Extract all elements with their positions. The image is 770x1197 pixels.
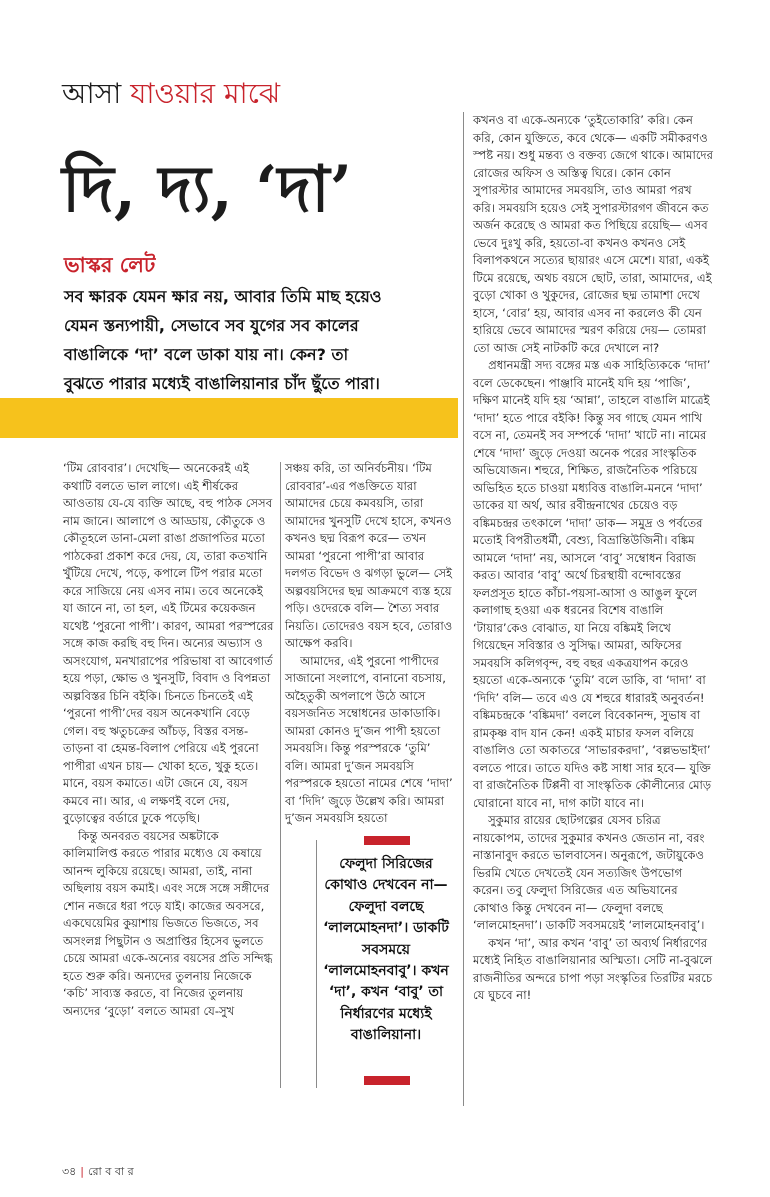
pullquote-bar-bottom — [364, 1076, 410, 1085]
page-footer: ৩৪ | রো ব বা র — [62, 1165, 134, 1178]
paragraph: সুকুমার রায়ের ছোটগল্পের যেসব চরিত্র নায়কোপম, তাদের সুকুমার কখনও জেতান না, বরং নাস্তানাবুদ করতে ভালবাসেন। অনুরূপে, জটায়ুকেও ভিরমি খেতে দেখতেই যেন সত্যজিৎ উপভোগ করেন। তবু ফেলুদা সিরিজের এত অভিযানের কোথাও কিন্তু দেখবেন না— ফেলুদা বলছে ‘লালমোহনদা’। ডাকটি সবসময়েই ‘লালমোহনবাবু’। — [473, 813, 705, 932]
intro-line: যেমন স্তন্যপায়ী, সেভাবে সব যুগের সব কালের — [64, 316, 359, 335]
article-headline: দি, দ্য, ‘দা’ — [62, 152, 352, 227]
body-column-2 — [285, 460, 455, 828]
paragraph: প্রধানমন্ত্রী সদ্য বঙ্গের মস্ত এক সাহিত্যিককে ‘দাদা’ বলে ডেকেছেন। পাঞ্জাবি মানেই যদি হয় ‘পাজি’, দক্ষিণ মানেই যদি হয় ‘আন্না’, তাহলে বাঙালি মাত্রেই ‘দাদা’ হতে পারে বইকি! কিন্তু সব গাছে যেমন পাখি বসে না, তেমনই সব সম্পর্কে ‘দাদা’ খাটে না। নামের শেষে ‘দাদা’ জুড়ে দেওয়া অনেক পরের সাংস্কৃতিক অভিযোজন। শহুরে, শিক্ষিত, রাজনৈতিক পরিচয়ে অভিহিত হতে চাওয়া মধ্যবিত্ত বাঙালি-মননে ‘দাদা’ ডাকের যা অর্থ, আর রবীন্দ্রনাথের চেয়েও বড় বঙ্কিমচন্দ্রর তৎকালে ‘দাদা’ ডাক— সমুদ্র ও পর্বতের মতোই বিপরীতধর্মী, বেশ্যু, বিভ্রান্তিউজিনী। বঙ্কিম আমলে ‘দাদা’ নয়, আসলে ‘বাবু’ সম্বোধন বিরাজ করত। আবার ‘বাবু’ অর্থে চিরস্থায়ী বন্দোবস্তের ফলপ্রসূত হাতে কাঁচা-পয়সা-আসা ও আঙুল ফুলে কলাগাছ হওয়া এক ধরনের বিশেষ বাঙালি ‘টায়ার’কেও বোঝাত, যা নিয়ে বঙ্কিমই লিখে গিয়েছেন সবিস্তার ও সুসিদ্ধ। আমরা, অফিসের সমবয়সি কলিগবৃন্দ, বহু বছর একত্রযাপন করেও হয়তো একে-অন্যকে ‘তুমি’ বলে ডাকি, বা ‘দাদা’ বা ‘দিদি’ বলি— তবে এও যে শহুরে ধারারই অনুবর্তন! বঙ্কিমচন্দ্রকে ‘বঙ্কিমদা’ বললে বিবেকানন্দ, সুভাষ বা রামকৃষ্ণ বাদ যান কেন! একই মাচার ফসল বলিয়ে বাঙালিও তো অকাতরে ‘সাভারকরদা’, ‘বল্লভভাইদা’ বলতে পারে। তাতে যদিও কষ্ট সাধা সার হবে— যুক্তি বা রাজনৈতিক টিপ্পনী বা সাংস্কৃতিক কৌলীন্যের মোড় ঘোরানো যাবে না, দাগ কাটা যাবে না। — [473, 358, 712, 810]
intro-line: বাঙালিকে ‘দা’ বলে ডাকা যায় না। কেন? তা — [64, 345, 349, 364]
paragraph: সঞ্চয় করি, তা অনির্বচনীয়। ‘টিম রোববার’-এর পঙক্তিতে যারা আমাদের চেয়ে কমবয়সি, তারা আমাদের খুনসুটি দেখে হাসে, কখনও কখনও ছদ্ম বিরূপ করে— তখন আমরা ‘পুরনো পাপী’রা আবার দলগত বিভেদ ও ঝগড়া ভুলে— সেই অল্পবয়সিদের ছদ্ম আক্রমণে ব্যস্ত হয়ে পড়ি। ওদেরকে বলি— শৈত্য সবার নিয়তি। তোদেরও বয়স হবে, তোরাও আক্ষেপ করবি। — [285, 461, 453, 650]
paragraph: কিন্তু অনবরত বয়সের অঙ্কটাকে কালিমালিপ্ত করতে পারার মধ্যেও যে কষায়ে আনন্দ লুকিয়ে রয়েছে। আমরা, তাই, নানা অছিলায় বয়স কমাই। এবং সঙ্গে সঙ্গে সঙ্গীদের শোন নজরে ধরা পড়ে যাই। কাজের অবসরে, একঘেয়েমির কুয়াশায় ভিজতে ভিজতে, সব অসংলগ্ন পিছুটান ও অপ্রাপ্তির হিসেব ভুলতে চেয়ে আমরা একে-অন্যের বয়সের প্রতি সন্দিগ্ধ হতে শুরু করি। অন্যদের তুলনায় নিজেকে ‘কচি’ সাব্যস্ত করতে, বা নিজের তুলনায় অন্যদের ‘বুড়ো’ বলতে আমরা যে-সুখ — [63, 828, 273, 1018]
kicker-part-2: যাওয়ার মাঝে — [130, 77, 281, 110]
page-number: ৩৪ — [62, 1165, 77, 1178]
pullquote: ফেলুদা সিরিজের কোথাও দেখবেন না— ফেলুদা বলছে ‘লালমোহনদা’। ডাকটি সবসময়ে ‘লালমোহনবাবু’। কখন ‘দা’, কখন ‘বাবু’ তা নির্ধারণের মধ্যেই বাঙালিয়ানা। — [323, 856, 449, 1044]
intro-standfirst — [64, 282, 464, 398]
paragraph: কখনও বা একে-অন্যকে ‘তুইতোকারি’ করি। কেন করি, কোন যুক্তিতে, কবে থেকে— একটি সমীকরণও স্পষ্ট নয়। শুধু মন্তব্য ও বক্তব্য জেগে থাকে। আমাদের রোজের অফিস ও অস্তিত্ব ঘিরে। কোন কোন সুপারস্টার আমাদের সমবয়সি, তাও আমরা পরখ করি। সমবয়সি হয়েও সেই সুপারস্টারগণ জীবনে কত অর্জন করেছে ও আমরা কত পিছিয়ে রয়েছি— এসব ভেবে দুঃখু করি, হয়তো-বা কখনও কখনও সেই বিলাপকথনে সত্যের ছায়ারং এসে মেশে। যারা, একই টিমে রয়েছে, অথচ বয়সে ছোট, তারা, আমাদের, এই বুড়ো খোকা ও খুকুদের, রোজের ছদ্ম তামাশা দেখে হাসে, ‘বোর’ হয়, আবার এসব না করলেও কী যেন হারিয়ে ভেবে আমাদের স্মরণ করিয়ে দেয়— তোমরা তো আজ সেই নাটকটি করে দেখালে না? — [473, 113, 713, 355]
author-byline: ভাস্কর লেট — [64, 253, 156, 277]
column-divider — [280, 462, 281, 1088]
kicker-part-1: আসা — [62, 77, 131, 110]
intro-line: সব ক্ষারক যেমন ক্ষার নয়, আবার তিমি মাছ হয়েও — [64, 287, 382, 306]
body-column-1 — [63, 460, 275, 1020]
pullquote-bar-top — [364, 836, 410, 845]
paragraph: ‘টিম রোববার’। দেখেছি— অনেকেরই এই কথাটি বলতে ভাল লাগে। এই শীর্ষকের আওতায় যে-যে ব্যক্তি আছে, বহু পাঠক সেসব নাম জানে। আলাপে ও আড্ডায়, কৌতুকে ও কৌতূহলে ডানা-মেলা রাঙা প্রজাপতির মতো পাঠকেরা প্রকাশ করে দেয়, যে, তারা কতখানি খুঁটিয়ে দেখে, পড়ে, কপালে টিপ পরার মতো করে সাজিয়ে নেয় এসব নাম। তবে অনেকেই যা জানে না, তা হল, এই টিমের কয়েকজন যথেষ্ট ‘পুরনো পাপী’। কারণ, আমরা পরস্পরের সঙ্গে কাজ করছি বহু দিন। অন্যের অভ্যাস ও অসংযোগ, মনখারাপের পরিভাষা বা আবেগার্ত হয়ে পড়া, ক্ষোভ ও খুনসুটি, বিবাদ ও বিপন্নতা অল্পবিস্তর চিনি বইকি। চিনতে চিনতেই এই ‘পুরনো পাপী’দের বয়স অনেকখানি বেড়ে গেল। বহু ঋতুচক্রের আঁচড়, বিস্তর বসন্ত-তাড়না বা হেমন্ত-বিলাপ পেরিয়ে এই পুরনো পাপীরা এখন চায়— খোকা হতে, খুকু হতে। মানে, বয়স কমাতে। এটা জেনে যে, বয়স কমবে না। আর, এ লক্ষণই বলে দেয়, বুড়োত্বের বর্ডারে ঢুকে পড়েছি। — [63, 461, 274, 825]
paragraph: কখন ‘দা’, আর কখন ‘বাবু’ তা অব্যর্থ নির্ধারণের মধ্যেই নিহিত বাঙালিয়ানার অস্মিতা। সেটি না-বুঝলে রাজনীতির অন্দরে চাপা পড়া সংস্কৃতির তিরটির মরচে যে ঘুচবে না! — [473, 935, 713, 1002]
paragraph: আমাদের, এই পুরনো পাপীদের সাজানো সংলাপে, বানানো বচসায়, অহৈতুকী অপলাপে উঠে আসে বয়সজনিত সম্বোধনের ডাকাডাকি। আমরা কোনও দু’জন পাপী হয়তো সমবয়সি। কিন্তু পরস্পরকে ‘তুমি’ বলি। আমরা দু’জন সমবয়সি পরস্পরকে হয়তো নামের শেষে ‘দাদা’ বা ‘দিদি’ জুড়ে উল্লেখ করি। আমরা দু’জন সমবয়সি হয়তো — [285, 653, 453, 825]
body-column-3 — [473, 112, 715, 1005]
intro-line: বুঝতে পারার মধ্যেই বাঙালিয়ানার চাঁদ ছুঁতে পারা। — [64, 374, 380, 393]
decorative-yellow-band — [0, 398, 458, 438]
magazine-name: রো ব বা র — [88, 1165, 134, 1178]
column-divider — [463, 112, 464, 1106]
section-kicker — [62, 72, 280, 119]
